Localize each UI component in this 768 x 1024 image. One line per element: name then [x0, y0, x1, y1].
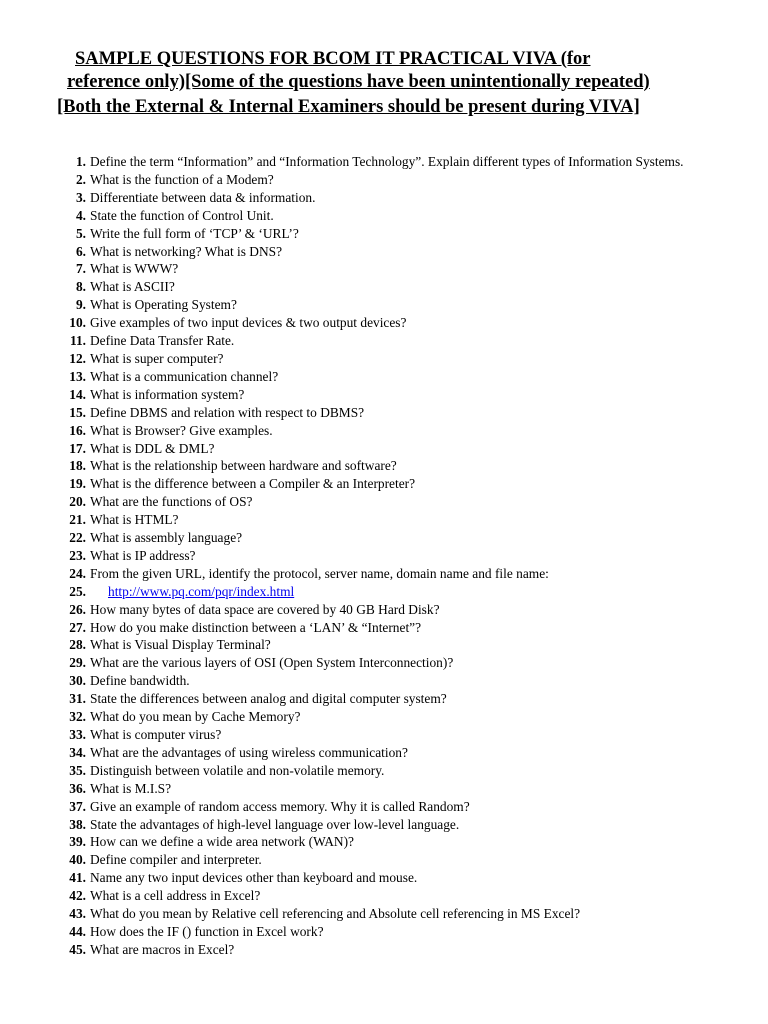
- question-number: 17.: [69, 440, 86, 456]
- question-number: 35.: [69, 762, 86, 778]
- question-item: [0, 171, 768, 189]
- title-line-3: [Both the External & Internal Examiners should be present during VIVA]: [57, 97, 640, 117]
- question-text: How many bytes of data space are covered by 40 GB Hard Disk?: [90, 601, 440, 617]
- question-number: 37.: [69, 798, 86, 814]
- title-line-1: SAMPLE QUESTIONS FOR BCOM IT PRACTICAL VIVA (for: [75, 49, 591, 69]
- question-text: Define compiler and interpreter.: [90, 852, 262, 868]
- question-text: How can we define a wide area network (WAN)?: [90, 834, 354, 850]
- question-list: [0, 153, 768, 959]
- question-number: 10.: [69, 315, 86, 331]
- question-number: 31.: [69, 691, 86, 707]
- question-number: 40.: [69, 852, 86, 868]
- question-number: 29.: [69, 655, 86, 671]
- question-item: [0, 583, 768, 601]
- question-item: [0, 368, 768, 386]
- question-text: What is M.I.S?: [90, 780, 172, 796]
- question-item: [0, 153, 768, 171]
- question-number: 18.: [69, 458, 86, 474]
- question-text: Write the full form of ‘TCP’ & ‘URL’?: [90, 225, 299, 241]
- question-text: What is IP address?: [90, 547, 196, 563]
- question-item: [0, 565, 768, 583]
- question-item: [0, 780, 768, 798]
- question-text: What is information system?: [90, 386, 245, 402]
- question-item: [0, 350, 768, 368]
- question-number: 24.: [69, 565, 86, 581]
- question-item: [0, 923, 768, 941]
- question-text: What is WWW?: [90, 261, 179, 277]
- question-number: 11.: [70, 333, 86, 349]
- question-text: Define Data Transfer Rate.: [90, 333, 235, 349]
- question-text: What do you mean by Relative cell referencing and Absolute cell referencing in MS Excel?: [90, 906, 581, 922]
- question-item: [0, 798, 768, 816]
- question-number: 8.: [75, 279, 86, 295]
- question-number: 20.: [69, 494, 86, 510]
- question-number: 15.: [69, 404, 86, 420]
- question-number: 19.: [69, 476, 86, 492]
- question-number: 16.: [69, 422, 86, 438]
- question-text: Differentiate between data & information.: [90, 189, 316, 205]
- question-item: [0, 851, 768, 869]
- question-text: What is super computer?: [90, 350, 224, 366]
- question-text: Distinguish between volatile and non-volatile memory.: [90, 762, 385, 778]
- question-number: 23.: [69, 547, 86, 563]
- question-item: [0, 260, 768, 278]
- question-number: 32.: [69, 709, 86, 725]
- question-number: 14.: [69, 386, 86, 402]
- question-number: 39.: [69, 834, 86, 850]
- question-text: State the differences between analog and digital computer system?: [90, 691, 447, 707]
- question-text: What is ASCII?: [90, 279, 175, 295]
- question-item: [0, 869, 768, 887]
- question-number: 28.: [69, 637, 86, 653]
- question-text: What is Browser? Give examples.: [90, 422, 273, 438]
- question-item: [0, 762, 768, 780]
- question-number: 42.: [69, 888, 86, 904]
- question-text: What is HTML?: [90, 512, 179, 528]
- question-text: What are the advantages of using wireless communication?: [90, 744, 408, 760]
- question-text: What is Visual Display Terminal?: [90, 637, 271, 653]
- question-item: [0, 905, 768, 923]
- question-item: [0, 493, 768, 511]
- question-number: 6.: [75, 243, 86, 259]
- question-item: [0, 422, 768, 440]
- question-number: 22.: [69, 530, 86, 546]
- question-item: [0, 654, 768, 672]
- question-number: 27.: [69, 619, 86, 635]
- question-number: 33.: [69, 727, 86, 742]
- question-text: Define bandwidth.: [90, 673, 190, 689]
- question-item: [0, 619, 768, 637]
- question-text: Define the term “Information” and “Information Technology”. Explain different types of Information Systems.: [90, 154, 684, 169]
- question-number: 25.: [69, 583, 86, 599]
- question-number: 44.: [69, 923, 86, 939]
- question-number: 1.: [75, 154, 86, 169]
- question-text: What is DDL & DML?: [90, 440, 215, 456]
- question-number: 41.: [69, 870, 86, 886]
- question-text: What is the relationship between hardware and software?: [90, 458, 397, 474]
- question-item: [0, 636, 768, 654]
- question-item: [0, 672, 768, 690]
- question-item: [0, 708, 768, 726]
- question-number: 3.: [75, 189, 86, 205]
- question-number: 12.: [69, 350, 86, 366]
- question-item: [0, 726, 768, 744]
- question-item: [0, 332, 768, 350]
- question-number: 26.: [69, 601, 86, 617]
- question-text: State the advantages of high-level language over low-level language.: [90, 816, 460, 832]
- question-number: 5.: [75, 225, 86, 241]
- question-text: What is Operating System?: [90, 297, 237, 313]
- question-number: 45.: [69, 941, 86, 957]
- question-item: [0, 243, 768, 261]
- question-number: 9.: [75, 297, 86, 313]
- question-text: What is a communication channel?: [90, 368, 279, 384]
- question-item: [0, 816, 768, 834]
- question-item: [0, 475, 768, 493]
- question-text: What are macros in Excel?: [90, 941, 235, 957]
- question-item: [0, 744, 768, 762]
- question-number: 34.: [69, 744, 86, 760]
- question-text: How do you make distinction between a ‘LAN’ & “Internet”?: [90, 619, 422, 635]
- question-item: [0, 690, 768, 708]
- question-number: 13.: [69, 368, 86, 384]
- question-number: 38.: [69, 816, 86, 832]
- question-item: [0, 941, 768, 959]
- question-text: What is the function of a Modem?: [90, 171, 274, 187]
- question-item: [0, 386, 768, 404]
- question-text: Name any two input devices other than keyboard and mouse.: [90, 870, 418, 886]
- question-item: [0, 207, 768, 225]
- question-item: [0, 511, 768, 529]
- question-number: 7.: [75, 261, 86, 277]
- question-item: [0, 189, 768, 207]
- question-text: What are the various layers of OSI (Open System Interconnection)?: [90, 655, 454, 671]
- question-text: What is networking? What is DNS?: [90, 243, 283, 259]
- question-text: From the given URL, identify the protocol, server name, domain name and file name:: [90, 565, 549, 581]
- question-item: [0, 833, 768, 851]
- question-number: 4.: [75, 207, 86, 223]
- question-item: [0, 887, 768, 905]
- question-text: What is computer virus?: [90, 727, 222, 742]
- question-number: 2.: [75, 171, 86, 187]
- question-item: [0, 278, 768, 296]
- question-item: [0, 314, 768, 332]
- question-text: Give examples of two input devices & two output devices?: [90, 315, 407, 331]
- url-link[interactable]: http://www.pq.com/pqr/index.html: [108, 583, 295, 599]
- question-text: State the function of Control Unit.: [90, 207, 274, 223]
- question-item: [0, 601, 768, 619]
- question-text: What are the functions of OS?: [90, 494, 253, 510]
- question-text: Define DBMS and relation with respect to DBMS?: [90, 404, 365, 420]
- question-item: [0, 225, 768, 243]
- question-number: 36.: [69, 780, 86, 796]
- question-number: 21.: [69, 512, 86, 528]
- question-text: Give an example of random access memory. Why it is called Random?: [90, 798, 470, 814]
- question-text: What is assembly language?: [90, 530, 243, 546]
- question-item: [0, 440, 768, 458]
- question-item: [0, 457, 768, 475]
- question-item: [0, 547, 768, 565]
- question-text: What is a cell address in Excel?: [90, 888, 261, 904]
- question-item: [0, 296, 768, 314]
- question-number: 30.: [69, 673, 86, 689]
- question-text: What is the difference between a Compiler & an Interpreter?: [90, 476, 416, 492]
- question-text: How does the IF () function in Excel work?: [90, 923, 324, 939]
- question-number: 43.: [69, 906, 86, 922]
- title-line-2: reference only)[Some of the questions have been unintentionally repeated): [67, 72, 650, 92]
- question-item: [0, 404, 768, 422]
- question-text: What do you mean by Cache Memory?: [90, 709, 301, 725]
- question-item: [0, 529, 768, 547]
